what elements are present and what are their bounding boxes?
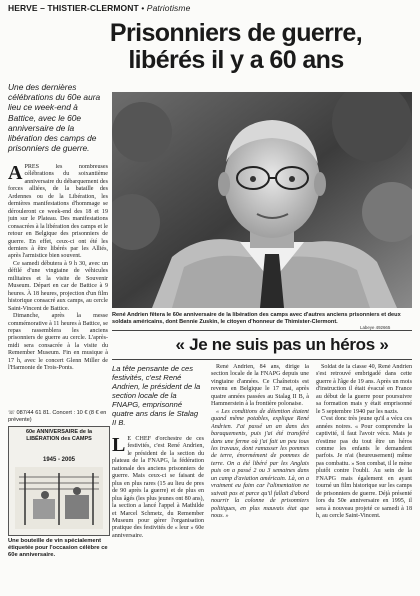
section-header [8,3,190,13]
article-title [60,20,412,74]
section-name: HERVE – THISTIER-CLERMONT [8,3,139,13]
divider [112,359,412,360]
poster-caption: Une bouteille de vin spécialement étiquetée pour l'occasion célèbre ce 60e anniversaire. [8,538,108,558]
paragraph: E CHEF d'orchestre de ces festivités, c'est René Andrien, le président de la section du plateau de la FNAPG, la fédération nationale des anciens prisonniers de guerre. Mais ceux-ci se faisant de plus en plus rares (15 au lieu de pres de 90 après la guerre) et de plus en plus âgés (les plus jeunes ont 80 ans), la section a lancé l'appel à Mathilde et Marcel Schmetz, du Remember Museum pour gérer l'organisation pratique des festivités de « leur » 60e anniversaire. [112,436,204,539]
paragraph: René Andrien, 84 ans, dirige la section locale de la FNAPG depuis une vingtaine d'années. Ce Chaînetois est revenu en Belgique le 17 mai, après quatre années passées au Stalag II B, à Hammerstein à la frontière polonaise. [211,364,309,408]
anniversary-poster [8,426,110,536]
portrait-image [112,92,412,308]
section-tag: • Patriotisme [141,3,191,13]
title-line-1: Prisonniers de guerre, [109,19,363,47]
article-column-2 [112,436,204,589]
camp-illustration [15,467,103,529]
contact-info: ☏ 087/44 61 81. Concert : 10 € (8 € en prévente) [8,410,107,423]
photo-credit: Labeye 492665 [360,325,391,330]
quote-paragraph: « Les conditions de détention étaient quand même potables, explique René Andrien. J'ai passé un an dans des baraquements, puis j'ai été transféré dans une ferme où j'ai fait un peu tous les travaux, dont ramasser les pommes de terre, énormément de pommes de terre. On a été libéré par les Anglais puis on a passé 2 ou 3 semaines dans un camp d'aviation américain. Là, on a vraiment eu faim car l'alimentation ne suivait pas et parce qu'il fallait d'abord nourrir la colonne de prisonniers politiques, en plus mauvais état que nous. » [211,408,309,520]
quote-headline: « Je ne suis pas un héros » [175,335,389,354]
divider [112,330,412,331]
drop-cap: A [8,164,23,184]
paragraph: Soldat de la classe 40, René Andrien s'est retrouvé embrigadé dans cette guerre à l'âge de 19 ans. Après un mois d'instruction il était évacué en France au début de la guerre pour poursuivre sa formation mais y était emprisonné le 5 septembre 1940 par les nazis. [316,364,412,415]
poster-title: 60e ANNIVERSAIRE de la LIBÉRATION des CAMPS [25,429,93,442]
drop-cap: L [112,436,126,456]
title-line-2: libérés il y a 60 ans [128,46,344,74]
article-lede: Une des dernières célébrations du 60e aura lieu ce week-end à Battice, avec le 60e anniversaire de la libération des camps de prisonniers de guerre. [8,82,101,154]
poster-years: 1945 - 2005 [42,457,76,463]
photo-caption: René Andrien fêtera le 60e anniversaire de la libération des camps avec d'autres anciens prisonniers et deux soldats américains, dont Bennie Zuskin, le citoyen d'honneur de Thimister-Clermont. [112,312,401,325]
paragraph: PRÈS les nombreuses célébrations du soixantième anniversaire du débarquement des forces alliées, de la bataille des Ardennes ou de la Libération, les dernières manifestations d'hommage se dérouleront ce week-end des 18 et 19 juin sur le Plateau. Des manifestations consacrées à la libération des camps et le retour en Belgique des prisonniers de guerre. En effet, ceux-ci ont été les derniers à être libérés par les Alliés, après l'armistice bien souvent. [8,164,108,260]
paragraph: C'est donc très jeune qu'il a vécu ces années noires. « Pour comprendre la captivité, il faut l'avoir vécu. Mais je n'estime pas du tout être un héros comme les enfants le demandent parfois. Je n'ai (heureusement) même pas combattu. » Son combat, il le mène plutôt contre l'oubli. Au sein de la FNAPG mais également en ayant tourné un film historique sur les camps de prisonniers de guerre. Déjà présenté lors du 50e anniversaire en 1995, il sera à nouveau projeté ce samedi à 18 h, au cercle Saint-Vincent. [316,416,412,520]
paragraph: Ce samedi débutera à 9 h 30, avec un défilé d'une vingtaine de véhicules militaires et la visite de Souvenir Museum. Départ en car de Battice à 9 heures. À 18 heures, projection d'un film historique consacré aux camps, au cercle Saint-Vincent de Battice. [8,260,108,312]
article-column-3 [211,364,309,589]
article-column-4 [316,364,412,589]
interview-lede: La tête pensante de ces festivités, c'est René Andrien, le président de la section locale de la FNAPG, emprisonné quatre ans dans le Stalag II B. [112,364,201,427]
article-column-1 [8,164,108,416]
portrait-photo [112,92,412,308]
paragraph: Dimanche, après la messe commémorative à 11 heures à Battice, se repas rassemblera les anciens prisonniers de guerre au cercle. L'après-midi sera consacrée à la visite du Remember Museum. Fin en musique à 17 h, avec le concert Glenn Miller de l'Harmonie de Trois-Ponts. [8,313,108,372]
